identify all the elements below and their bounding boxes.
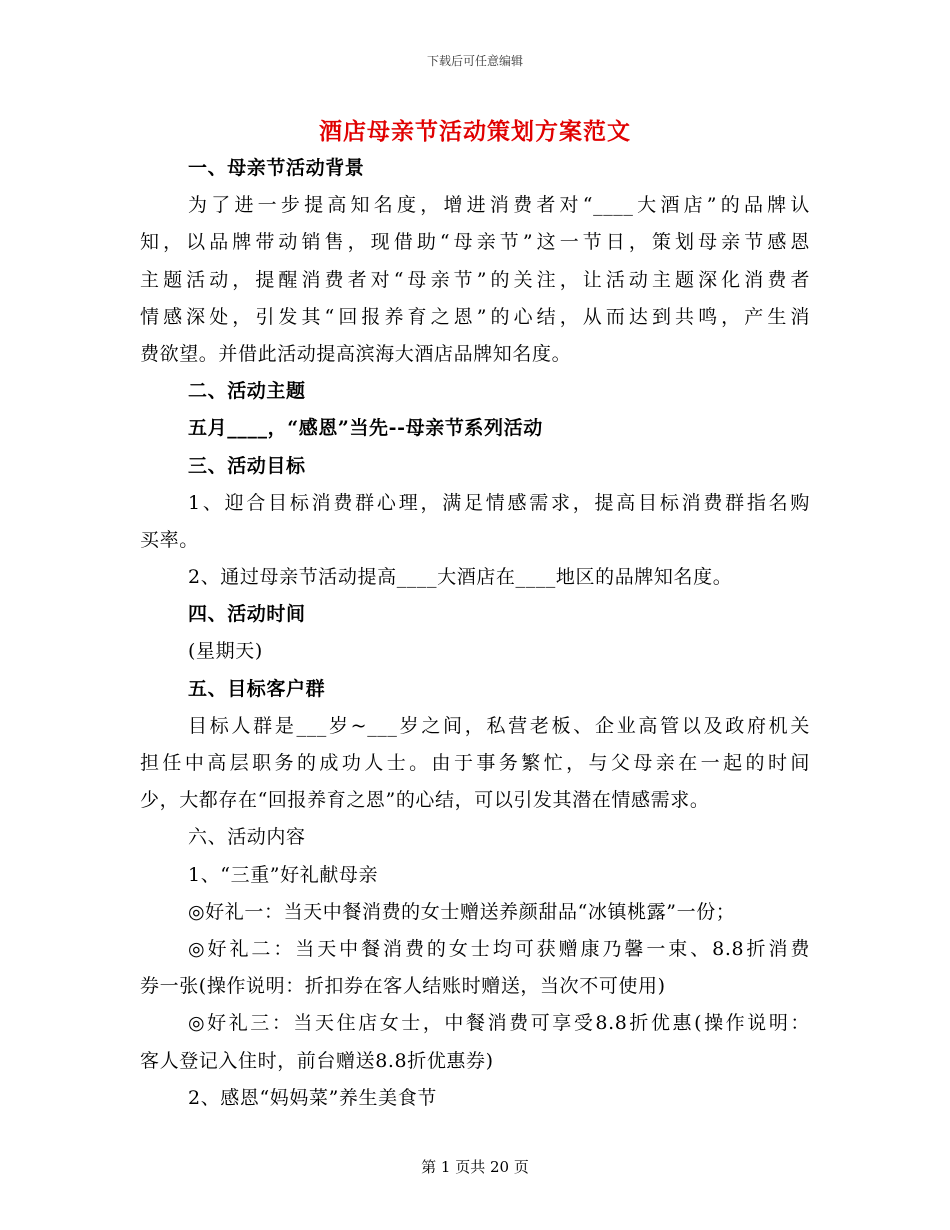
paragraph-line: ◎好礼一：当天中餐消费的女士赠送养颜甜品“冰镇桃露”一份； — [188, 900, 736, 923]
paragraph-line: (星期天) — [188, 640, 263, 663]
paragraph-line: 1、“三重”好礼献母亲 — [188, 863, 379, 886]
paragraph-line: 买率。 — [140, 528, 199, 551]
paragraph-line: 费欲望。并借此活动提高滨海大酒店品牌知名度。 — [140, 342, 572, 365]
section-heading: 一、母亲节活动背景 — [188, 157, 365, 179]
section-heading: 四、活动时间 — [188, 603, 306, 626]
document-body — [140, 150, 810, 1117]
paragraph-line: 2、感恩“妈妈菜”养生美食节 — [188, 1086, 437, 1109]
theme-heading: 五月____，“感恩”当先--母亲节系列活动 — [188, 417, 543, 440]
paragraph-line: 少，大都存在“回报养育之恩”的心结，可以引发其潜在情感需求。 — [140, 789, 710, 812]
paragraph-line: 为了进一步提高知名度，增进消费者对“____大酒店”的品牌认 — [188, 194, 810, 217]
paragraph-line: ◎好礼三：当天住店女士，中餐消费可享受8.8折优惠(操作说明： — [188, 1012, 810, 1035]
paragraph-line: 目标人群是___岁~___岁之间，私营老板、企业高管以及政府机关 — [188, 714, 810, 737]
paragraph-line: 知，以品牌带动销售，现借助“母亲节”这一节日，策划母亲节感恩 — [140, 231, 810, 254]
section-heading: 二、活动主题 — [188, 380, 306, 403]
document-title: 酒店母亲节活动策划方案范文 — [319, 118, 631, 145]
paragraph-line: 1、迎合目标消费群心理，满足情感需求，提高目标消费群指名购 — [188, 491, 810, 514]
paragraph-line: 2、通过母亲节活动提高____大酒店在____地区的品牌知名度。 — [188, 566, 733, 589]
section-heading: 三、活动目标 — [188, 454, 306, 477]
section-heading: 五、目标客户群 — [188, 677, 326, 700]
paragraph-line: ◎好礼二：当天中餐消费的女士均可获赠康乃馨一束、8.8折消费 — [188, 937, 810, 960]
paragraph-line: 券一张(操作说明：折扣券在客人结账时赠送，当次不可使用) — [140, 975, 666, 998]
paragraph-line: 情感深处，引发其“回报养育之恩”的心结，从而达到共鸣，产生消 — [140, 305, 810, 328]
paragraph-line: 主题活动，提醒消费者对“母亲节”的关注，让活动主题深化消费者 — [140, 268, 810, 291]
paragraph-line: 担任中高层职务的成功人士。由于事务繁忙，与父母亲在一起的时间 — [140, 752, 810, 774]
paragraph-line: 客人登记入住时，前台赠送8.8折优惠券) — [140, 1049, 494, 1072]
section-heading-plain: 六、活动内容 — [188, 826, 306, 849]
header-note: 下载后可任意编辑 — [426, 54, 523, 68]
page-number: 第 1 页共 20 页 — [421, 1158, 529, 1176]
